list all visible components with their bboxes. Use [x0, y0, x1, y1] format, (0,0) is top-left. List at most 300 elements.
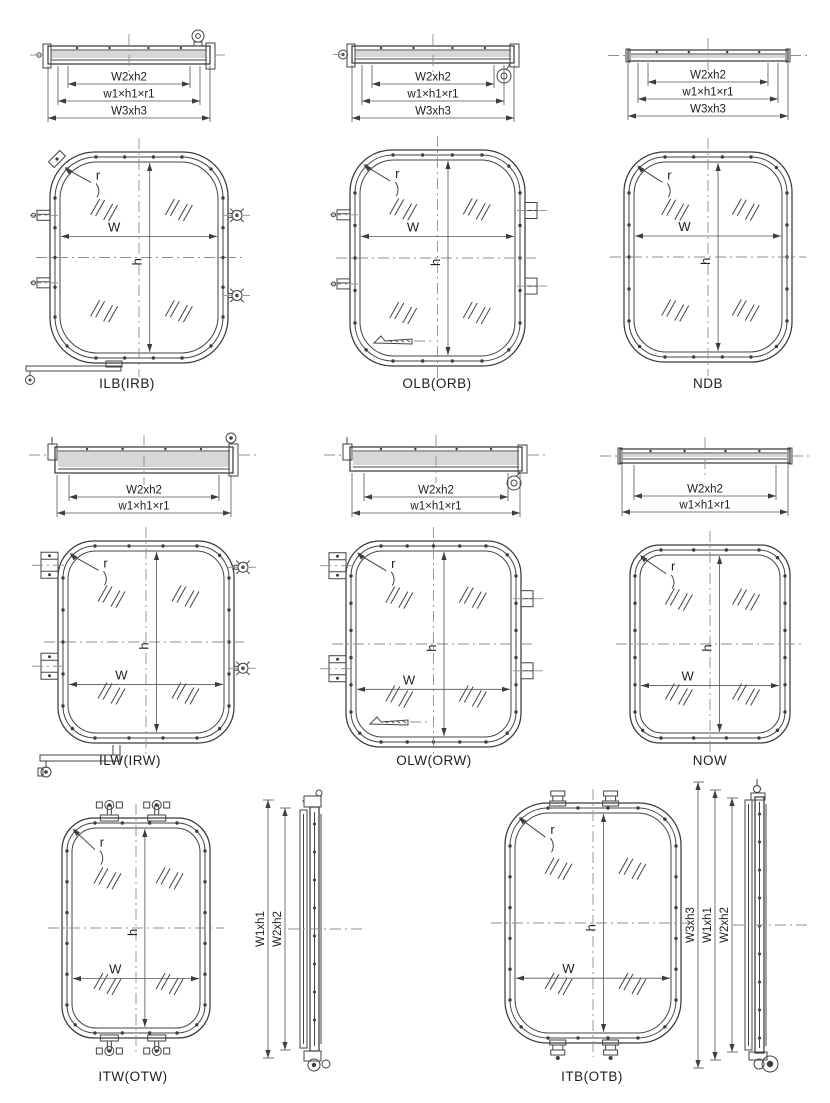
- bolt-dot: [358, 732, 361, 735]
- arrowhead: [773, 233, 781, 238]
- glass-hatch: [459, 686, 468, 702]
- bolt-dot: [93, 544, 96, 547]
- bolt-dot: [606, 806, 609, 809]
- dimension-label: w1×h1×r1: [682, 86, 734, 99]
- glass-hatch: [683, 594, 692, 610]
- glass-hatch: [662, 300, 671, 316]
- front-view: [48, 801, 224, 1056]
- bolt-dot: [663, 155, 666, 158]
- glass-hatch: [481, 308, 490, 324]
- bolt-dot: [195, 830, 198, 833]
- drawing-line: [68, 170, 91, 183]
- r-leader-tail: [671, 575, 674, 589]
- bolt-dot: [514, 574, 517, 577]
- drawing-circle: [55, 157, 58, 160]
- glass-hatch: [170, 200, 179, 216]
- bolt-dot: [507, 164, 510, 167]
- section-view: [324, 435, 546, 517]
- drawing-line: [241, 289, 244, 292]
- glass-hatch: [404, 593, 413, 609]
- bolt-dot: [627, 287, 630, 290]
- glass-hatch: [683, 690, 692, 706]
- glass-hatch: [751, 690, 760, 706]
- glass-hatch: [632, 863, 641, 879]
- bolt-dot: [674, 968, 677, 971]
- bolt-dot: [53, 196, 56, 199]
- arrowhead: [516, 976, 524, 981]
- front-view: [330, 136, 547, 380]
- glass-pane: [631, 55, 785, 58]
- glass-hatch: [751, 594, 760, 610]
- bolt-dot: [61, 576, 64, 579]
- arrowhead: [641, 683, 649, 688]
- drawing-circle: [322, 1060, 330, 1068]
- figure-label: ILB(IRB): [99, 376, 155, 391]
- bolt-dot: [546, 806, 549, 809]
- arrowhead: [372, 81, 380, 86]
- arrowhead: [265, 800, 270, 808]
- bolt-dot: [641, 729, 644, 732]
- glass-hatch: [185, 591, 194, 607]
- bolt-dot: [484, 544, 487, 547]
- dimension-label: W2xh2: [111, 71, 147, 84]
- w-dim-label: W: [406, 219, 420, 235]
- bolt-dot: [380, 448, 382, 450]
- glass-hatch: [403, 307, 412, 323]
- arrowhead: [362, 98, 370, 103]
- glass-hatch: [178, 204, 187, 220]
- drawing-line: [643, 558, 666, 574]
- bolt-dot: [726, 51, 728, 53]
- bolt-dot: [414, 448, 416, 450]
- arrowhead: [147, 344, 152, 352]
- arrowhead: [223, 510, 231, 515]
- glass-hatch: [165, 199, 174, 215]
- arrowhead: [635, 233, 643, 238]
- dimension-label: W3xh3: [690, 103, 726, 116]
- arrowhead: [486, 81, 494, 86]
- r-leader-tail: [667, 183, 670, 197]
- bolt-dot: [412, 47, 414, 49]
- bolt-dot: [783, 683, 786, 686]
- bolt-dot: [724, 450, 726, 452]
- arrowhead: [780, 113, 788, 118]
- section-view: [29, 433, 259, 517]
- top-fitting: [304, 796, 321, 807]
- glass-hatch: [464, 687, 473, 703]
- bolt-dot: [313, 851, 316, 854]
- glass-hatch: [403, 203, 412, 219]
- drawing-line: [401, 340, 404, 342]
- glass-hatch: [732, 300, 741, 316]
- glass-hatch: [161, 974, 170, 990]
- figure-olb: [330, 34, 547, 391]
- bolt-dot: [379, 544, 382, 547]
- drawing-line: [367, 167, 390, 181]
- drawing-line: [241, 219, 244, 222]
- h-dim-label: h: [129, 258, 145, 266]
- bolt-dot: [674, 875, 677, 878]
- front-view: [32, 527, 256, 777]
- drawing-circle: [556, 1056, 560, 1060]
- arrowhead: [496, 98, 504, 103]
- arrowhead: [265, 1050, 270, 1058]
- dimension-label: W2xh2: [126, 484, 162, 497]
- drawing-circle: [44, 770, 48, 774]
- bolt-dot: [195, 1023, 198, 1026]
- glass-hatch: [675, 204, 684, 220]
- bolt-dot: [227, 672, 230, 675]
- dimension-label: w1×h1×r1: [103, 88, 155, 101]
- section-view: [333, 34, 519, 122]
- bolt-dot: [518, 289, 521, 292]
- glass-hatch: [408, 308, 417, 324]
- glass-hatch: [399, 691, 408, 707]
- bolt-dot: [61, 672, 64, 675]
- glass-hatch: [408, 204, 417, 220]
- bolt-dot: [180, 356, 183, 359]
- glass-hatch: [165, 300, 174, 316]
- glass-hatch: [468, 303, 477, 319]
- r-dim-label: r: [391, 555, 396, 571]
- bolt-dot: [227, 576, 230, 579]
- arrowhead: [211, 494, 219, 499]
- drawing-line: [236, 571, 239, 574]
- glass-hatch: [391, 687, 400, 703]
- bolt-dot: [514, 602, 517, 605]
- bolt-dot: [180, 155, 183, 158]
- arrowhead: [202, 115, 210, 120]
- arrowhead: [445, 347, 450, 355]
- arrowhead: [695, 782, 700, 790]
- drawing-line: [230, 299, 233, 302]
- bolt-dot: [663, 355, 666, 358]
- glass-hatch: [476, 307, 485, 323]
- bolt-dot: [674, 998, 677, 1001]
- glass-hatch: [104, 204, 113, 220]
- glass-hatch: [390, 198, 399, 214]
- clamp-stack: [551, 791, 565, 796]
- glass-hatch: [104, 305, 113, 321]
- bolt-dot: [576, 1036, 579, 1039]
- dimension-label: w1×h1×r1: [679, 499, 731, 512]
- glass-hatch: [545, 973, 554, 989]
- drawing-rect: [116, 1048, 122, 1054]
- bolt-dot: [147, 47, 149, 49]
- bolt-dot: [203, 1003, 206, 1006]
- section-view: [600, 437, 810, 516]
- front-view: [320, 527, 543, 761]
- bolt-dot: [783, 629, 786, 632]
- bolt-dot: [458, 544, 461, 547]
- glass-hatch: [665, 588, 674, 604]
- drawing-line: [230, 209, 233, 212]
- arrowhead: [638, 96, 646, 101]
- drawing-rect: [606, 796, 616, 801]
- bolt-dot: [349, 710, 352, 713]
- bolt-dot: [518, 191, 521, 194]
- figure-label: OLB(ORB): [402, 376, 472, 391]
- dimension-label: w1×h1×r1: [407, 88, 459, 101]
- bolt-dot: [633, 710, 636, 713]
- drawing-rect: [96, 802, 102, 808]
- r-leader-tail: [551, 838, 554, 852]
- drawing-circle: [336, 555, 339, 558]
- drawing-line: [247, 672, 250, 675]
- bolt-dot: [65, 344, 68, 347]
- bolt-dot: [349, 602, 352, 605]
- glass-hatch: [750, 306, 759, 322]
- drawing-circle: [48, 674, 51, 677]
- bolt-dot: [758, 897, 761, 900]
- bolt-dot: [749, 355, 752, 358]
- arrowhead: [441, 552, 446, 560]
- arrowhead: [57, 510, 65, 515]
- arrowhead: [695, 1060, 700, 1068]
- glass-hatch: [678, 689, 687, 705]
- glass-pane: [623, 454, 787, 457]
- glass-hatch: [185, 688, 194, 704]
- drawing-circle: [196, 34, 201, 39]
- bolt-dot: [683, 450, 685, 452]
- arrowhead: [352, 115, 360, 120]
- bolt-dot: [692, 548, 695, 551]
- bolt-dot: [785, 319, 788, 322]
- drawing-circle: [48, 655, 51, 658]
- bolt-dot: [391, 153, 394, 156]
- glass-hatch: [94, 867, 103, 883]
- figure-itw: [48, 790, 362, 1084]
- arrowhead: [662, 976, 670, 981]
- drawing-line: [236, 662, 239, 665]
- glass-hatch: [94, 973, 103, 989]
- drawing-line: [73, 556, 99, 570]
- bolt-dot: [221, 315, 224, 318]
- arrowhead: [715, 343, 720, 351]
- arrowhead: [628, 113, 636, 118]
- glass-hatch: [404, 692, 413, 708]
- bolt-dot: [490, 448, 492, 450]
- glass-hatch: [459, 587, 468, 603]
- drawing-circle: [29, 379, 32, 382]
- glass-hatch: [91, 300, 100, 316]
- bolt-dot: [203, 911, 206, 914]
- glass-hatch: [477, 692, 486, 708]
- glass-hatch: [732, 199, 741, 215]
- dimension-label: W2xh2: [719, 907, 731, 943]
- h-dim-label: h: [698, 257, 714, 265]
- bolt-dot: [313, 907, 316, 910]
- bolt-dot: [576, 806, 579, 809]
- bolt-dot: [638, 345, 641, 348]
- bolt-dot: [221, 256, 224, 259]
- arrowhead: [48, 115, 56, 120]
- glass-hatch: [161, 868, 170, 884]
- w-dim-label: W: [402, 672, 416, 688]
- bolt-dot: [656, 51, 658, 53]
- glass-hatch: [667, 200, 676, 216]
- arrowhead: [282, 1042, 287, 1050]
- bolt-dot: [175, 1031, 178, 1034]
- glass-hatch: [624, 974, 633, 990]
- brand-stamp: [370, 717, 408, 725]
- bolt-dot: [93, 821, 96, 824]
- arrowhead: [191, 976, 199, 981]
- bolt-dot: [674, 844, 677, 847]
- bolt-dot: [71, 727, 74, 730]
- bolt-dot: [674, 937, 677, 940]
- drawing-rect: [553, 796, 563, 801]
- drawing-line: [241, 299, 244, 302]
- bolt-dot: [688, 51, 690, 53]
- glass-hatch: [109, 306, 118, 322]
- glass-hatch: [177, 587, 186, 603]
- bolt-dot: [313, 935, 316, 938]
- h-dim-label: h: [699, 644, 715, 652]
- glass-hatch: [156, 973, 165, 989]
- arrowhead: [58, 98, 66, 103]
- bolt-dot: [209, 344, 212, 347]
- bolt-dot: [227, 608, 230, 611]
- bolt-dot: [200, 448, 202, 450]
- bolt-dot: [108, 47, 110, 49]
- bolt-dot: [123, 356, 126, 359]
- arrowhead: [73, 976, 81, 981]
- arrowhead: [68, 81, 76, 86]
- bolt-dot: [758, 1009, 761, 1012]
- bolt-dot: [546, 1036, 549, 1039]
- arrowhead: [282, 808, 287, 816]
- bolt-dot: [94, 155, 97, 158]
- r-dim-label: r: [671, 558, 676, 574]
- glass-hatch: [112, 979, 121, 995]
- bolt-dot: [65, 911, 68, 914]
- dimension-label: W3xh3: [111, 105, 147, 118]
- bolt-dot: [161, 736, 164, 739]
- dimension-label: W3xh3: [415, 105, 451, 118]
- bolt-dot: [758, 1037, 761, 1040]
- bolt-dot: [152, 155, 155, 158]
- bolt-dot: [783, 656, 786, 659]
- dimension-label: W1xh1: [702, 907, 714, 943]
- drawing-line: [230, 219, 233, 222]
- bolt-dot: [221, 196, 224, 199]
- bolt-dot: [121, 448, 123, 450]
- glass-hatch: [391, 588, 400, 604]
- glass-hatch: [563, 864, 572, 880]
- h-dim-label: h: [136, 642, 152, 650]
- bolt-dot: [379, 740, 382, 743]
- arrowhead: [648, 79, 656, 84]
- bolt-dot: [123, 155, 126, 158]
- glass-hatch: [468, 199, 477, 215]
- bolt-dot: [659, 736, 662, 739]
- front-view: [616, 531, 804, 757]
- glass-hatch: [172, 683, 181, 699]
- bolt-dot: [633, 602, 636, 605]
- bolt-dot: [519, 1025, 522, 1028]
- bolt-dot: [203, 942, 206, 945]
- bolt-dot: [508, 906, 511, 909]
- dimension-label: W3xh3: [685, 907, 697, 943]
- bolt-dot: [783, 602, 786, 605]
- brand-stamp: [374, 336, 412, 344]
- drawing-line: [397, 721, 400, 723]
- drawing-rect: [144, 1048, 150, 1054]
- bolt-dot: [161, 544, 164, 547]
- bolt-dot: [508, 844, 511, 847]
- bolt-dot: [349, 683, 352, 686]
- glass-hatch: [463, 302, 472, 318]
- figure-olw: [320, 435, 546, 768]
- arrowhead: [760, 79, 768, 84]
- bolt-dot: [627, 255, 630, 258]
- glass-hatch: [750, 205, 759, 221]
- bolt-dot: [65, 973, 68, 976]
- bolt-dot: [785, 287, 788, 290]
- bolt-dot: [776, 556, 779, 559]
- bolt-dot: [508, 998, 511, 1001]
- arrowhead: [622, 509, 630, 514]
- glass-hatch: [464, 588, 473, 604]
- bolt-dot: [313, 963, 316, 966]
- glass-hatch: [116, 592, 125, 608]
- drawing-rect: [164, 1048, 170, 1054]
- bolt-dot: [506, 553, 509, 556]
- arrowhead: [770, 96, 778, 101]
- glass-hatch: [103, 684, 112, 700]
- arrowhead: [147, 163, 152, 171]
- bolt-dot: [506, 732, 509, 735]
- drawing-rect: [164, 802, 170, 808]
- bolt-dot: [148, 1031, 151, 1034]
- arrowhead: [601, 814, 606, 822]
- arrowhead: [780, 509, 788, 514]
- glass-hatch: [746, 689, 755, 705]
- drawing-circle: [155, 1049, 159, 1053]
- bolt-dot: [65, 942, 68, 945]
- glass-hatch: [99, 868, 108, 884]
- bolt-dot: [633, 574, 636, 577]
- bolt-dot: [86, 448, 88, 450]
- bolt-dot: [775, 345, 778, 348]
- glass-hatch: [675, 305, 684, 321]
- bolt-dot: [93, 736, 96, 739]
- w-dim-label: W: [107, 219, 121, 235]
- bolt-dot: [758, 953, 761, 956]
- glass-hatch: [737, 200, 746, 216]
- glass-hatch: [116, 689, 125, 705]
- drawing-circle: [155, 803, 159, 807]
- dimension-label: w1×h1×r1: [118, 500, 170, 513]
- bolt-dot: [148, 821, 151, 824]
- bolt-dot: [313, 823, 316, 826]
- arrowhead: [182, 81, 190, 86]
- arrowhead: [768, 493, 776, 498]
- arrowhead: [154, 724, 159, 732]
- bolt-dot: [633, 629, 636, 632]
- bolt-dot: [785, 191, 788, 194]
- arrowhead: [500, 494, 508, 499]
- drawing-line: [247, 571, 250, 574]
- bolt-dot: [65, 849, 68, 852]
- bolt-dot: [659, 548, 662, 551]
- glass-hatch: [169, 978, 178, 994]
- side-view: [255, 790, 362, 1071]
- arrowhead: [506, 115, 514, 120]
- r-dim-label: r: [95, 167, 101, 183]
- drawing-circle: [48, 554, 51, 557]
